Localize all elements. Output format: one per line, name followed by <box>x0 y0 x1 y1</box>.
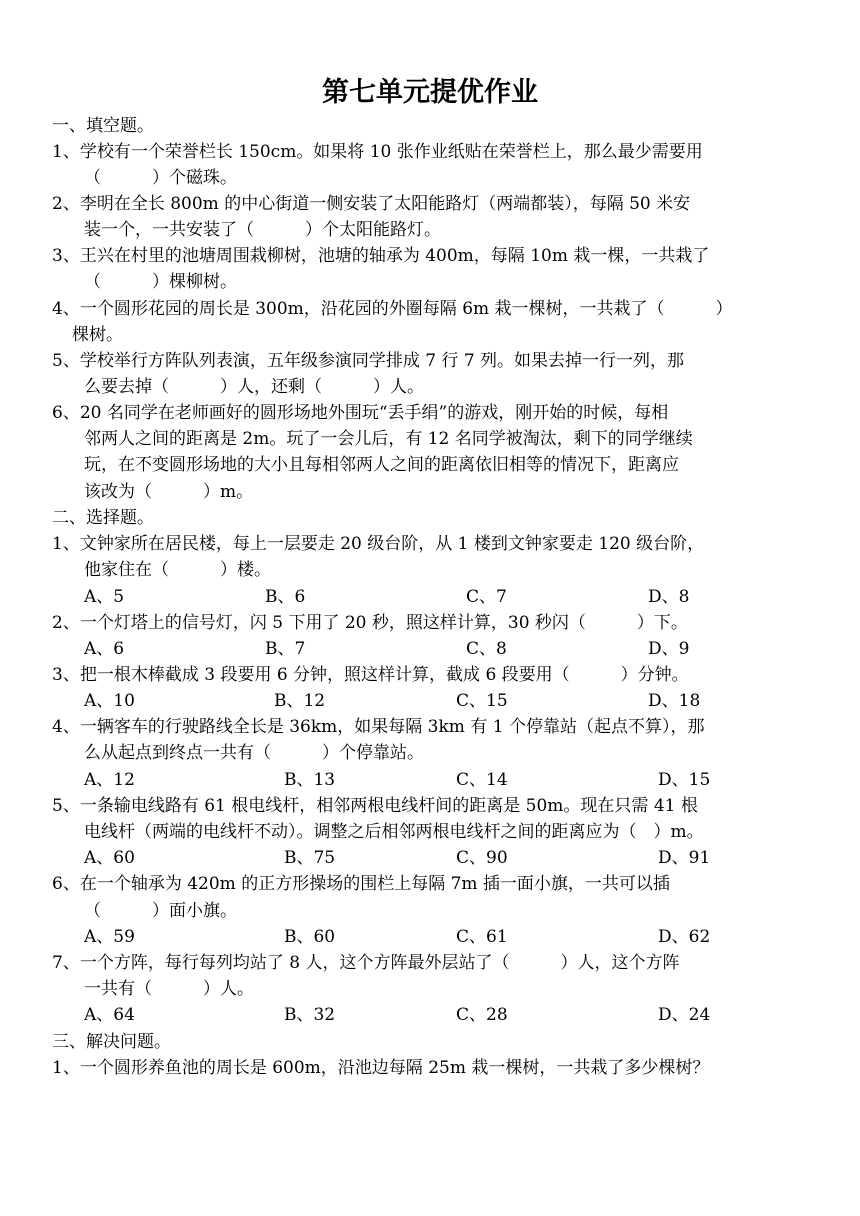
choice-q5-option-d: D、91 <box>658 848 711 868</box>
choice-q2-option-b: B、7 <box>265 639 306 659</box>
choice-q4-option-a: A、12 <box>84 770 135 790</box>
fill-q2-line1: 2、李明在全长 800m 的中心街道一侧安装了太阳能路灯（两端都装），每隔 50 米安 <box>52 194 691 214</box>
choice-q6-option-c: C、61 <box>456 927 508 947</box>
choice-q2-option-c: C、8 <box>466 639 507 659</box>
solve-q1-line1: 1、一个圆形养鱼池的周长是 600m，沿池边每隔 25m 栽一棵树，一共栽了多少棵树？ <box>52 1058 710 1078</box>
choice-q7-option-c: C、28 <box>456 1005 508 1025</box>
choice-q6-option-a: A、59 <box>84 927 135 947</box>
choice-q6-line1: 6、在一个轴承为 420m 的正方形操场的围栏上每隔 7m 插一面小旗，一共可以插 <box>52 874 670 894</box>
choice-q2-line1: 2、一个灯塔上的信号灯，闪 5 下用了 20 秒，照这样计算，30 秒闪（ ）下。 <box>52 613 688 633</box>
choice-q7-option-d: D、24 <box>658 1005 711 1025</box>
choice-q1-option-c: C、7 <box>466 587 507 607</box>
choice-q3-line1: 3、把一根木棒截成 3 段要用 6 分钟，照这样计算，截成 6 段要用（ ）分钟。 <box>52 665 689 685</box>
choice-q7-line1: 7、一个方阵，每行每列均站了 8 人，这个方阵最外层站了（ ）人，这个方阵 <box>52 953 680 973</box>
choice-q4-option-d: D、15 <box>658 770 711 790</box>
fill-q6-line1: 6、20 名同学在老师画好的圆形场地外围玩“丢手绢”的游戏，刚开始的时候，每相 <box>52 403 669 423</box>
choice-q3-option-d: D、18 <box>648 691 701 711</box>
choice-q4-option-c: C、14 <box>456 770 508 790</box>
choice-q1-option-a: A、5 <box>84 587 125 607</box>
fill-q4-line1: 4、一个圆形花园的周长是 300m，沿花园的外圈每隔 6m 栽一棵树，一共栽了（ ） <box>52 299 733 319</box>
choice-q7-option-b: B、32 <box>284 1005 336 1025</box>
section-heading-fill: 一、填空题。 <box>52 116 154 136</box>
section-heading-solve: 三、解决问题。 <box>52 1032 171 1052</box>
choice-q6-option-d: D、62 <box>658 927 711 947</box>
choice-q5-option-a: A、60 <box>84 848 135 868</box>
choice-q5-option-c: C、90 <box>456 848 508 868</box>
choice-q6-line2: （ ）面小旗。 <box>84 901 237 921</box>
choice-q2-option-a: A、6 <box>84 639 125 659</box>
choice-q4-line1: 4、一辆客车的行驶路线全长是 36km，如果每隔 3km 有 1 个停靠站（起点不算），那 <box>52 717 705 737</box>
section-heading-choice: 二、选择题。 <box>52 508 154 528</box>
fill-q1-line2: （ ）个磁珠。 <box>84 168 237 188</box>
choice-q1-line1: 1、文钟家所在居民楼，每上一层要走 20 级台阶，从 1 楼到文钟家要走 120 级台阶， <box>52 534 705 554</box>
choice-q1-option-b: B、6 <box>265 587 306 607</box>
fill-q6-line2: 邻两人之间的距离是 2m。玩了一会儿后，有 12 名同学被淘汰，剩下的同学继续 <box>84 429 693 449</box>
choice-q1-line2: 他家住在（ ）楼。 <box>84 560 271 580</box>
fill-q3-line1: 3、王兴在村里的池塘周围栽柳树，池塘的轴承为 400m，每隔 10m 栽一棵，一共栽了 <box>52 246 710 266</box>
choice-q7-line2: 一共有（ ）人。 <box>84 979 254 999</box>
choice-q4-option-b: B、13 <box>284 770 336 790</box>
choice-q7-option-a: A、64 <box>84 1005 135 1025</box>
fill-q6-line4: 该改为（ ）m。 <box>84 482 254 502</box>
choice-q6-option-b: B、60 <box>284 927 336 947</box>
fill-q4-line2: 棵树。 <box>72 325 123 345</box>
page-title: 第七单元提优作业 <box>322 77 538 108</box>
choice-q4-line2: 么从起点到终点一共有（ ）个停靠站。 <box>84 743 424 763</box>
choice-q3-option-b: B、12 <box>274 691 326 711</box>
fill-q6-line3: 玩，在不变圆形场地的大小且每相邻两人之间的距离依旧相等的情况下，距离应 <box>84 455 679 475</box>
choice-q5-line1: 5、一条输电线路有 61 根电线杆，相邻两根电线杆间的距离是 50m。现在只需 41 根 <box>52 796 698 816</box>
fill-q5-line1: 5、学校举行方阵队列表演，五年级参演同学排成 7 行 7 列。如果去掉一行一列，那 <box>52 351 685 371</box>
fill-q1-line1: 1、学校有一个荣誉栏长 150cm。如果将 10 张作业纸贴在荣誉栏上，那么最少需要用 <box>52 142 703 162</box>
fill-q3-line2: （ ）棵柳树。 <box>84 272 237 292</box>
choice-q2-option-d: D、9 <box>648 639 690 659</box>
choice-q3-option-a: A、10 <box>84 691 135 711</box>
fill-q2-line2: 装一个，一共安装了（ ）个太阳能路灯。 <box>84 220 441 240</box>
choice-q3-option-c: C、15 <box>456 691 508 711</box>
choice-q1-option-d: D、8 <box>648 587 690 607</box>
choice-q5-option-b: B、75 <box>284 848 336 868</box>
choice-q5-line2: 电线杆（两端的电线杆不动）。调整之后相邻两根电线杆之间的距离应为（ ）m。 <box>84 822 704 842</box>
fill-q5-line2: 么要去掉（ ）人，还剩（ ）人。 <box>84 377 424 397</box>
